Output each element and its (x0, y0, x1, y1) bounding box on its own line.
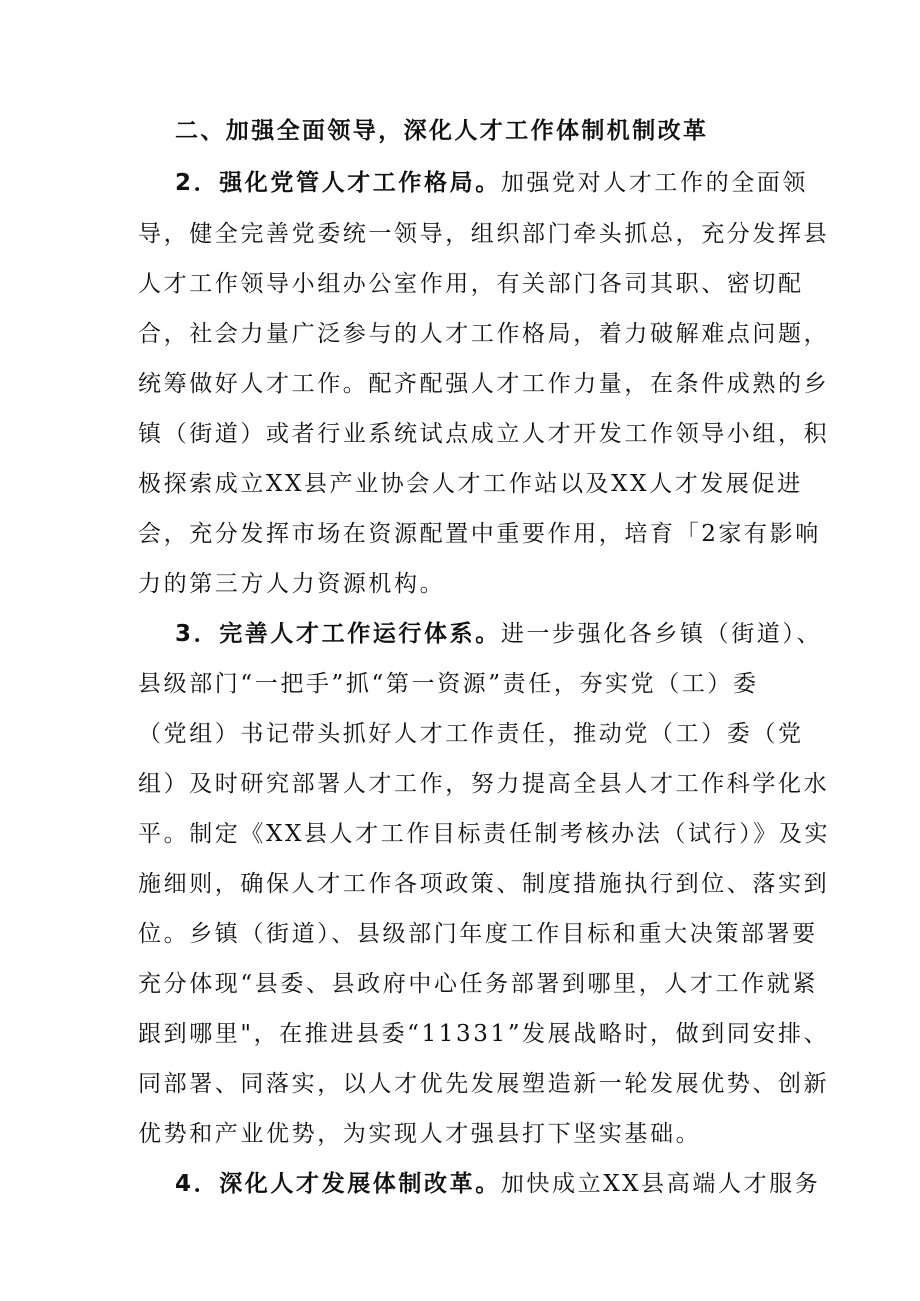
paragraph-title: 4．深化人才发展体制改革。 (175, 1171, 501, 1197)
paragraph-text: 加强党对人才工作的全面领 (500, 170, 809, 196)
paragraph-line: 充分体现“县委、县政府中心任务部署到哪里，人才工作就紧 (138, 971, 818, 997)
paragraph-line: 跟到哪里"，在推进县委“11331”发展战略时，做到同安排、 (138, 1021, 830, 1047)
paragraph-line: 合，社会力量广泛参与的人才工作格局，着力破解难点问题， (138, 321, 830, 347)
paragraph-line: 位。乡镇（街道）、县级部门年度工作目标和重大决策部署要 (138, 921, 818, 947)
paragraph-text: 进一步强化各乡镇（街道）、 (500, 621, 823, 647)
paragraph-line: 平。制定《XX县人才工作目标责任制考核办法（试行）》及实 (138, 821, 831, 847)
paragraph-line: 优势和产业优势，为实现人才强县打下坚实基础。 (138, 1121, 702, 1147)
paragraph-line (175, 619, 823, 649)
paragraph-line: （党组）书记带头抓好人才工作责任，推动党（工）委（党 (138, 721, 804, 747)
paragraph-line: 组）及时研究部署人才工作，努力提高全县人才工作科学化水 (138, 771, 830, 797)
paragraph-line: 极探索成立XX县产业协会人才工作站以及XX人才发展促进 (138, 471, 803, 497)
paragraph-line: 导，健全完善党委统一领导，组织部门牵头抓总，充分发挥县 (138, 221, 830, 247)
paragraph-text: 加快成立XX县高端人才服务 (500, 1171, 821, 1197)
paragraph-line (175, 1169, 821, 1199)
paragraph-line: 力的第三方人力资源机构。 (138, 571, 446, 597)
section-heading: 二、加强全面领导，深化人才工作体制机制改革 (175, 118, 709, 144)
paragraph-line: 镇（街道）或者行业系统试点成立人才开发工作领导小组，积 (138, 421, 830, 447)
paragraph-line: 会，充分发挥市场在资源配置中重要作用，培育「2家有影响 (138, 521, 821, 547)
paragraph-line: 同部署、同落实，以人才优先发展塑造新一轮发展优势、创新 (138, 1071, 830, 1097)
paragraph-line: 人才工作领导小组办公室作用，有关部门各司其职、密切配 (138, 271, 804, 297)
paragraph-line: 统筹做好人才工作。配齐配强人才工作力量，在条件成熟的乡 (138, 371, 830, 397)
paragraph-title: 3．完善人才工作运行体系。 (175, 621, 501, 647)
paragraph-line: 县级部门“一把手”抓“第一资源”责任，夯实党（工）委 (138, 671, 759, 697)
paragraph-line: 施细则，确保人才工作各项政策、制度措施执行到位、落实到 (138, 871, 830, 897)
paragraph-line (175, 168, 815, 198)
paragraph-title: 2．强化党管人才工作格局。 (175, 170, 501, 196)
